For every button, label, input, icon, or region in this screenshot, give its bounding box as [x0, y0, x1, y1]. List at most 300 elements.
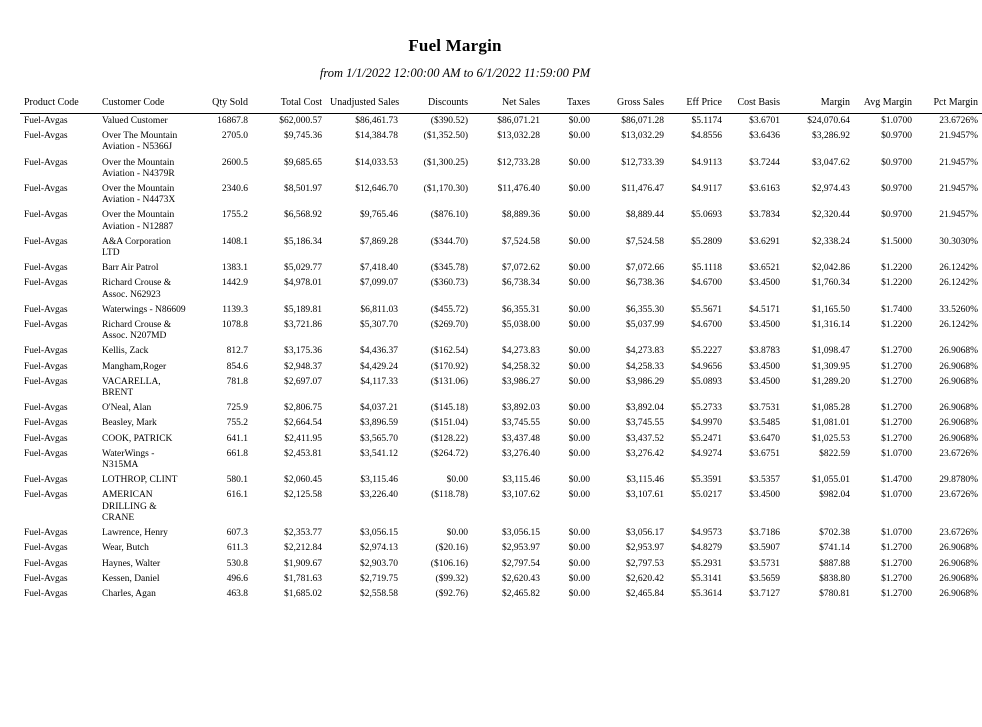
cell-cost-basis: $3.5659: [749, 573, 780, 584]
cell-customer-code: Barr Air Patrol: [102, 263, 159, 274]
cell-pct-margin: 26.9068%: [939, 403, 978, 414]
cell-gross-sales: $8,889.44: [626, 210, 664, 221]
table-row: [20, 261, 982, 276]
cell-eff-price: $4.9274: [691, 448, 722, 459]
cell-margin: $1,289.20: [812, 376, 850, 387]
cell-taxes: $0.00: [568, 418, 590, 429]
cell-product-code: Fuel-Avgas: [24, 184, 68, 195]
cell-taxes: $0.00: [568, 184, 590, 195]
cell-margin: $1,165.50: [812, 304, 850, 315]
cell-product-code: Fuel-Avgas: [24, 573, 68, 584]
cell-discounts: ($876.10): [430, 210, 468, 221]
cell-eff-price: $5.0693: [691, 210, 722, 221]
cell-avg-margin: $0.9700: [881, 184, 912, 195]
cell-discounts: ($1,300.25): [423, 157, 468, 168]
table-row: [20, 401, 982, 416]
cell-customer-code: A&A Corporation LTD: [102, 236, 171, 259]
cell-avg-margin: $1.2700: [881, 543, 912, 554]
cell-unadjusted-sales: $3,226.40: [360, 490, 398, 501]
cell-pct-margin: 23.6726%: [939, 490, 978, 501]
table-row: [20, 447, 982, 473]
cell-product-code: Fuel-Avgas: [24, 361, 68, 372]
cell-product-code: Fuel-Avgas: [24, 403, 68, 414]
cell-qty-sold: 616.1: [226, 490, 248, 501]
cell-net-sales: $3,437.48: [502, 433, 540, 444]
cell-unadjusted-sales: $4,436.37: [360, 346, 398, 357]
cell-gross-sales: $3,986.29: [626, 376, 664, 387]
cell-discounts: ($170.92): [430, 361, 468, 372]
cell-pct-margin: 23.6726%: [939, 528, 978, 539]
cell-net-sales: $3,107.62: [502, 490, 540, 501]
cell-avg-margin: $1.2200: [881, 263, 912, 274]
page-title: Fuel Margin: [408, 36, 502, 55]
cell-cost-basis: $3.7244: [749, 157, 780, 168]
cell-cost-basis: $3.5907: [749, 543, 780, 554]
cell-margin: $780.81: [819, 588, 850, 599]
cell-discounts: $0.00: [446, 475, 468, 486]
cell-discounts: ($264.72): [430, 448, 468, 459]
cell-cost-basis: $3.7186: [749, 528, 780, 539]
cell-avg-margin: $1.0700: [881, 116, 912, 126]
cell-eff-price: $5.2227: [691, 346, 722, 357]
cell-gross-sales: $3,107.61: [626, 490, 664, 501]
cell-qty-sold: 1755.2: [221, 210, 248, 221]
cell-total-cost: $5,029.77: [284, 263, 322, 274]
cell-product-code: Fuel-Avgas: [24, 418, 68, 429]
table-row: [20, 235, 982, 261]
cell-taxes: $0.00: [568, 278, 590, 289]
cell-unadjusted-sales: $12,646.70: [355, 184, 398, 195]
cell-total-cost: $2,125.58: [284, 490, 322, 501]
cell-eff-price: $5.2471: [691, 433, 722, 444]
cell-gross-sales: $6,355.30: [626, 304, 664, 315]
cell-customer-code: Beasley, Mark: [102, 418, 157, 429]
cell-discounts: ($390.52): [430, 116, 468, 126]
cell-taxes: $0.00: [568, 210, 590, 221]
column-header-unadjusted-sales: Unadjusted Sales: [326, 95, 402, 114]
cell-margin: $982.04: [819, 490, 850, 501]
cell-total-cost: $62,000.57: [279, 116, 322, 126]
cell-avg-margin: $1.0700: [881, 448, 912, 459]
cell-total-cost: $2,353.77: [284, 528, 322, 539]
cell-net-sales: $5,038.00: [502, 320, 540, 331]
cell-pct-margin: 30.3030%: [939, 236, 978, 247]
cell-product-code: Fuel-Avgas: [24, 558, 68, 569]
cell-cost-basis: $3.7531: [749, 403, 780, 414]
cell-net-sales: $6,738.34: [502, 278, 540, 289]
cell-net-sales: $2,620.43: [502, 573, 540, 584]
cell-qty-sold: 1139.3: [222, 304, 248, 315]
table-row: [20, 375, 982, 401]
table-row: [20, 572, 982, 587]
cell-pct-margin: 21.9457%: [939, 184, 978, 195]
cell-taxes: $0.00: [568, 376, 590, 387]
cell-discounts: ($99.32): [435, 573, 468, 584]
cell-cost-basis: $3.4500: [749, 278, 780, 289]
cell-margin: $2,042.86: [812, 263, 850, 274]
cell-product-code: Fuel-Avgas: [24, 433, 68, 444]
cell-net-sales: $3,986.27: [502, 376, 540, 387]
cell-cost-basis: $3.4500: [749, 361, 780, 372]
cell-pct-margin: 26.9068%: [939, 543, 978, 554]
cell-margin: $2,338.24: [812, 236, 850, 247]
cell-qty-sold: 725.9: [226, 403, 248, 414]
cell-customer-code: Valued Customer: [102, 116, 168, 126]
cell-customer-code: O'Neal, Alan: [102, 403, 152, 414]
cell-qty-sold: 812.7: [226, 346, 248, 357]
cell-total-cost: $8,501.97: [284, 184, 322, 195]
cell-pct-margin: 29.8780%: [939, 475, 978, 486]
cell-pct-margin: 26.9068%: [939, 573, 978, 584]
table-row: [20, 416, 982, 431]
cell-cost-basis: $3.6751: [749, 448, 780, 459]
cell-avg-margin: $1.0700: [881, 528, 912, 539]
cell-avg-margin: $1.2700: [881, 558, 912, 569]
cell-total-cost: $3,175.36: [284, 346, 322, 357]
cell-qty-sold: 530.8: [226, 558, 248, 569]
cell-cost-basis: $3.7127: [749, 588, 780, 599]
cell-unadjusted-sales: $4,117.33: [360, 376, 398, 387]
cell-discounts: ($455.72): [430, 304, 468, 315]
cell-net-sales: $3,115.46: [502, 475, 540, 486]
cell-margin: $3,047.62: [812, 157, 850, 168]
cell-taxes: $0.00: [568, 588, 590, 599]
cell-discounts: ($106.16): [430, 558, 468, 569]
table-row: [20, 114, 982, 130]
cell-eff-price: $4.8556: [691, 131, 722, 142]
cell-qty-sold: 16867.8: [217, 116, 248, 126]
cell-product-code: Fuel-Avgas: [24, 588, 68, 599]
cell-pct-margin: 26.9068%: [939, 418, 978, 429]
cell-net-sales: $11,476.40: [497, 184, 540, 195]
column-header-customer-code: Customer Code: [98, 95, 190, 114]
cell-margin: $24,070.64: [807, 116, 850, 126]
cell-unadjusted-sales: $86,461.73: [355, 116, 398, 126]
cell-product-code: Fuel-Avgas: [24, 320, 68, 331]
cell-eff-price: $4.9573: [691, 528, 722, 539]
cell-avg-margin: $1.2700: [881, 403, 912, 414]
cell-cost-basis: $3.7834: [749, 210, 780, 221]
cell-margin: $838.80: [819, 573, 850, 584]
cell-taxes: $0.00: [568, 263, 590, 274]
cell-gross-sales: $3,276.42: [626, 448, 664, 459]
cell-margin: $887.88: [819, 558, 850, 569]
cell-qty-sold: 661.8: [226, 448, 248, 459]
cell-margin: $1,316.14: [812, 320, 850, 331]
cell-gross-sales: $13,032.29: [621, 131, 664, 142]
cell-product-code: Fuel-Avgas: [24, 236, 68, 247]
cell-customer-code: LOTHROP, CLINT: [102, 475, 178, 486]
column-header-eff-price: Eff Price: [668, 95, 726, 114]
cell-qty-sold: 580.1: [226, 475, 248, 486]
cell-unadjusted-sales: $5,307.70: [360, 320, 398, 331]
table-row: [20, 526, 982, 541]
cell-avg-margin: $1.2700: [881, 346, 912, 357]
report-page: [0, 36, 978, 727]
cell-total-cost: $1,781.63: [284, 573, 322, 584]
cell-pct-margin: 26.1242%: [939, 263, 978, 274]
cell-discounts: ($128.22): [430, 433, 468, 444]
cell-unadjusted-sales: $4,429.24: [360, 361, 398, 372]
table-row: [20, 557, 982, 572]
cell-cost-basis: $3.5485: [749, 418, 780, 429]
cell-total-cost: $5,189.81: [284, 304, 322, 315]
cell-avg-margin: $1.2700: [881, 588, 912, 599]
cell-qty-sold: 496.6: [226, 573, 248, 584]
cell-total-cost: $2,664.54: [284, 418, 322, 429]
cell-unadjusted-sales: $7,418.40: [360, 263, 398, 274]
cell-margin: $741.14: [819, 543, 850, 554]
cell-eff-price: $5.1174: [691, 116, 722, 126]
column-header-discounts: Discounts: [402, 95, 472, 114]
cell-taxes: $0.00: [568, 320, 590, 331]
cell-customer-code: Wear, Butch: [102, 543, 149, 554]
cell-margin: $1,055.01: [812, 475, 850, 486]
cell-customer-code: Waterwings - N86609: [102, 304, 186, 315]
table-row: [20, 473, 982, 488]
cell-avg-margin: $1.2200: [881, 320, 912, 331]
cell-total-cost: $2,212.84: [284, 543, 322, 554]
cell-customer-code: Kellis, Zack: [102, 346, 149, 357]
report-date-range: from 1/1/2022 12:00:00 AM to 6/1/2022 11:59:00 PM: [319, 66, 591, 80]
cell-margin: $1,025.53: [812, 433, 850, 444]
cell-cost-basis: $3.4500: [749, 490, 780, 501]
cell-customer-code: WaterWings - N315MA: [102, 448, 155, 471]
cell-qty-sold: 611.3: [226, 543, 248, 554]
cell-customer-code: Richard Crouse & Assoc. N62923: [102, 278, 172, 300]
cell-taxes: $0.00: [568, 157, 590, 168]
cell-eff-price: $4.9656: [691, 361, 722, 372]
column-header-product-code: Product Code: [20, 95, 98, 114]
cell-net-sales: $2,465.82: [502, 588, 540, 599]
cell-discounts: ($1,170.30): [423, 184, 468, 195]
table-row: [20, 541, 982, 556]
cell-pct-margin: 26.9068%: [939, 376, 978, 387]
cell-pct-margin: 21.9457%: [939, 157, 978, 168]
cell-gross-sales: $86,071.28: [621, 116, 664, 126]
cell-customer-code: Richard Crouse & Assoc. N207MD: [102, 320, 172, 342]
cell-total-cost: $1,685.02: [284, 588, 322, 599]
cell-product-code: Fuel-Avgas: [24, 376, 68, 387]
cell-taxes: $0.00: [568, 346, 590, 357]
cell-eff-price: $5.1118: [691, 263, 722, 274]
cell-cost-basis: $3.6701: [749, 116, 780, 126]
cell-avg-margin: $1.2700: [881, 418, 912, 429]
cell-total-cost: $9,745.36: [284, 131, 322, 142]
cell-customer-code: Haynes, Walter: [102, 558, 161, 569]
cell-discounts: ($151.04): [430, 418, 468, 429]
column-header-margin: Margin: [784, 95, 854, 114]
cell-cost-basis: $3.6436: [749, 131, 780, 142]
cell-product-code: Fuel-Avgas: [24, 448, 68, 459]
cell-margin: $702.38: [819, 528, 850, 539]
cell-cost-basis: $4.5171: [749, 304, 780, 315]
cell-margin: $2,974.43: [812, 184, 850, 195]
cell-product-code: Fuel-Avgas: [24, 210, 68, 221]
cell-cost-basis: $3.6163: [749, 184, 780, 195]
cell-avg-margin: $1.2700: [881, 433, 912, 444]
cell-net-sales: $7,072.62: [502, 263, 540, 274]
cell-gross-sales: $2,620.42: [626, 573, 664, 584]
cell-total-cost: $5,186.34: [284, 236, 322, 247]
cell-taxes: $0.00: [568, 490, 590, 501]
cell-unadjusted-sales: $4,037.21: [360, 403, 398, 414]
cell-qty-sold: 641.1: [226, 433, 248, 444]
cell-total-cost: $2,806.75: [284, 403, 322, 414]
cell-qty-sold: 2705.0: [221, 131, 248, 142]
cell-unadjusted-sales: $2,974.13: [360, 543, 398, 554]
cell-net-sales: $86,071.21: [497, 116, 540, 126]
cell-gross-sales: $4,258.33: [626, 361, 664, 372]
column-header-cost-basis: Cost Basis: [726, 95, 784, 114]
cell-discounts: ($162.54): [430, 346, 468, 357]
cell-avg-margin: $1.2200: [881, 278, 912, 289]
cell-discounts: ($20.16): [435, 543, 468, 554]
cell-unadjusted-sales: $7,099.07: [360, 278, 398, 289]
cell-gross-sales: $11,476.47: [621, 184, 664, 195]
cell-total-cost: $2,060.45: [284, 475, 322, 486]
cell-eff-price: $5.5671: [691, 304, 722, 315]
cell-discounts: ($92.76): [435, 588, 468, 599]
table-row: [20, 182, 982, 208]
cell-eff-price: $4.9970: [691, 418, 722, 429]
cell-eff-price: $4.9113: [691, 157, 722, 168]
cell-product-code: Fuel-Avgas: [24, 490, 68, 501]
cell-product-code: Fuel-Avgas: [24, 543, 68, 554]
cell-unadjusted-sales: $2,719.75: [360, 573, 398, 584]
cell-net-sales: $3,056.15: [502, 528, 540, 539]
column-header-avg-margin: Avg Margin: [854, 95, 916, 114]
cell-gross-sales: $3,437.52: [626, 433, 664, 444]
cell-margin: $1,098.47: [812, 346, 850, 357]
cell-gross-sales: $12,733.39: [621, 157, 664, 168]
cell-customer-code: Lawrence, Henry: [102, 528, 168, 539]
cell-eff-price: $5.0893: [691, 376, 722, 387]
cell-taxes: $0.00: [568, 573, 590, 584]
cell-unadjusted-sales: $2,558.58: [360, 588, 398, 599]
cell-avg-margin: $1.5000: [881, 236, 912, 247]
cell-gross-sales: $3,892.04: [626, 403, 664, 414]
cell-avg-margin: $1.7400: [881, 304, 912, 315]
cell-discounts: ($118.78): [431, 490, 468, 501]
cell-margin: $1,081.01: [812, 418, 850, 429]
table-body: [20, 114, 982, 603]
cell-net-sales: $3,745.55: [502, 418, 540, 429]
cell-gross-sales: $4,273.83: [626, 346, 664, 357]
cell-unadjusted-sales: $14,384.78: [355, 131, 398, 142]
cell-pct-margin: 26.9068%: [939, 361, 978, 372]
cell-customer-code: Over the Mountain Aviation - N4379R: [102, 157, 175, 179]
column-header-total-cost: Total Cost: [252, 95, 326, 114]
cell-eff-price: $4.6700: [691, 320, 722, 331]
cell-product-code: Fuel-Avgas: [24, 346, 68, 357]
cell-gross-sales: $7,072.66: [626, 263, 664, 274]
column-header-qty-sold: Qty Sold: [190, 95, 252, 114]
cell-product-code: Fuel-Avgas: [24, 116, 68, 126]
cell-gross-sales: $2,465.84: [626, 588, 664, 599]
cell-avg-margin: $1.4700: [881, 475, 912, 486]
cell-net-sales: $2,797.54: [502, 558, 540, 569]
cell-qty-sold: 1383.1: [221, 263, 248, 274]
cell-cost-basis: $3.5731: [749, 558, 780, 569]
cell-taxes: $0.00: [568, 433, 590, 444]
cell-margin: $1,760.34: [812, 278, 850, 289]
cell-gross-sales: $2,953.97: [626, 543, 664, 554]
cell-qty-sold: 1442.9: [221, 278, 248, 289]
cell-discounts: ($131.06): [430, 376, 468, 387]
cell-eff-price: $5.2931: [691, 558, 722, 569]
cell-unadjusted-sales: $3,896.59: [360, 418, 398, 429]
cell-customer-code: COOK, PATRICK: [102, 433, 173, 444]
cell-product-code: Fuel-Avgas: [24, 131, 68, 142]
cell-product-code: Fuel-Avgas: [24, 263, 68, 274]
cell-customer-code: VACARELLA, BRENT: [102, 376, 161, 399]
cell-eff-price: $4.8279: [691, 543, 722, 554]
cell-pct-margin: 26.9068%: [939, 558, 978, 569]
cell-margin: $2,320.44: [812, 210, 850, 221]
cell-taxes: $0.00: [568, 403, 590, 414]
cell-net-sales: $6,355.31: [502, 304, 540, 315]
cell-net-sales: $8,889.36: [502, 210, 540, 221]
cell-margin: $3,286.92: [812, 131, 850, 142]
cell-customer-code: Kessen, Daniel: [102, 573, 160, 584]
cell-taxes: $0.00: [568, 528, 590, 539]
cell-avg-margin: $1.2700: [881, 361, 912, 372]
table-row: [20, 344, 982, 359]
table-header-row: [20, 95, 982, 114]
cell-unadjusted-sales: $3,565.70: [360, 433, 398, 444]
cell-discounts: ($1,352.50): [423, 131, 468, 142]
cell-gross-sales: $6,738.36: [626, 278, 664, 289]
cell-qty-sold: 781.8: [226, 376, 248, 387]
cell-unadjusted-sales: $7,869.28: [360, 236, 398, 247]
table-row: [20, 432, 982, 447]
cell-qty-sold: 755.2: [226, 418, 248, 429]
cell-unadjusted-sales: $2,903.70: [360, 558, 398, 569]
cell-eff-price: $5.2733: [691, 403, 722, 414]
cell-unadjusted-sales: $14,033.53: [355, 157, 398, 168]
cell-pct-margin: 21.9457%: [939, 131, 978, 142]
cell-avg-margin: $1.0700: [881, 490, 912, 501]
cell-unadjusted-sales: $3,541.12: [360, 448, 398, 459]
cell-customer-code: Over the Mountain Aviation - N4473X: [102, 184, 176, 206]
cell-avg-margin: $1.2700: [881, 573, 912, 584]
cell-gross-sales: $7,524.58: [626, 236, 664, 247]
table-row: [20, 587, 982, 602]
cell-margin: $1,309.95: [812, 361, 850, 372]
column-header-net-sales: Net Sales: [472, 95, 544, 114]
cell-taxes: $0.00: [568, 116, 590, 126]
table-row: [20, 488, 982, 526]
cell-customer-code: Over the Mountain Aviation - N12887: [102, 210, 175, 232]
table-row: [20, 276, 982, 302]
fuel-margin-table: [20, 95, 982, 602]
column-header-pct-margin: Pct Margin: [916, 95, 982, 114]
cell-total-cost: $9,685.65: [284, 157, 322, 168]
cell-cost-basis: $3.6291: [749, 236, 780, 247]
cell-net-sales: $3,276.40: [502, 448, 540, 459]
cell-qty-sold: 2340.6: [221, 184, 248, 195]
cell-gross-sales: $3,056.17: [626, 528, 664, 539]
table-row: [20, 360, 982, 375]
cell-total-cost: $2,697.07: [284, 376, 322, 387]
cell-customer-code: Over The Mountain Aviation - N5366J: [102, 131, 178, 153]
cell-taxes: $0.00: [568, 475, 590, 486]
cell-cost-basis: $3.4500: [749, 376, 780, 387]
cell-cost-basis: $3.4500: [749, 320, 780, 331]
cell-qty-sold: 463.8: [226, 588, 248, 599]
cell-cost-basis: $3.6470: [749, 433, 780, 444]
